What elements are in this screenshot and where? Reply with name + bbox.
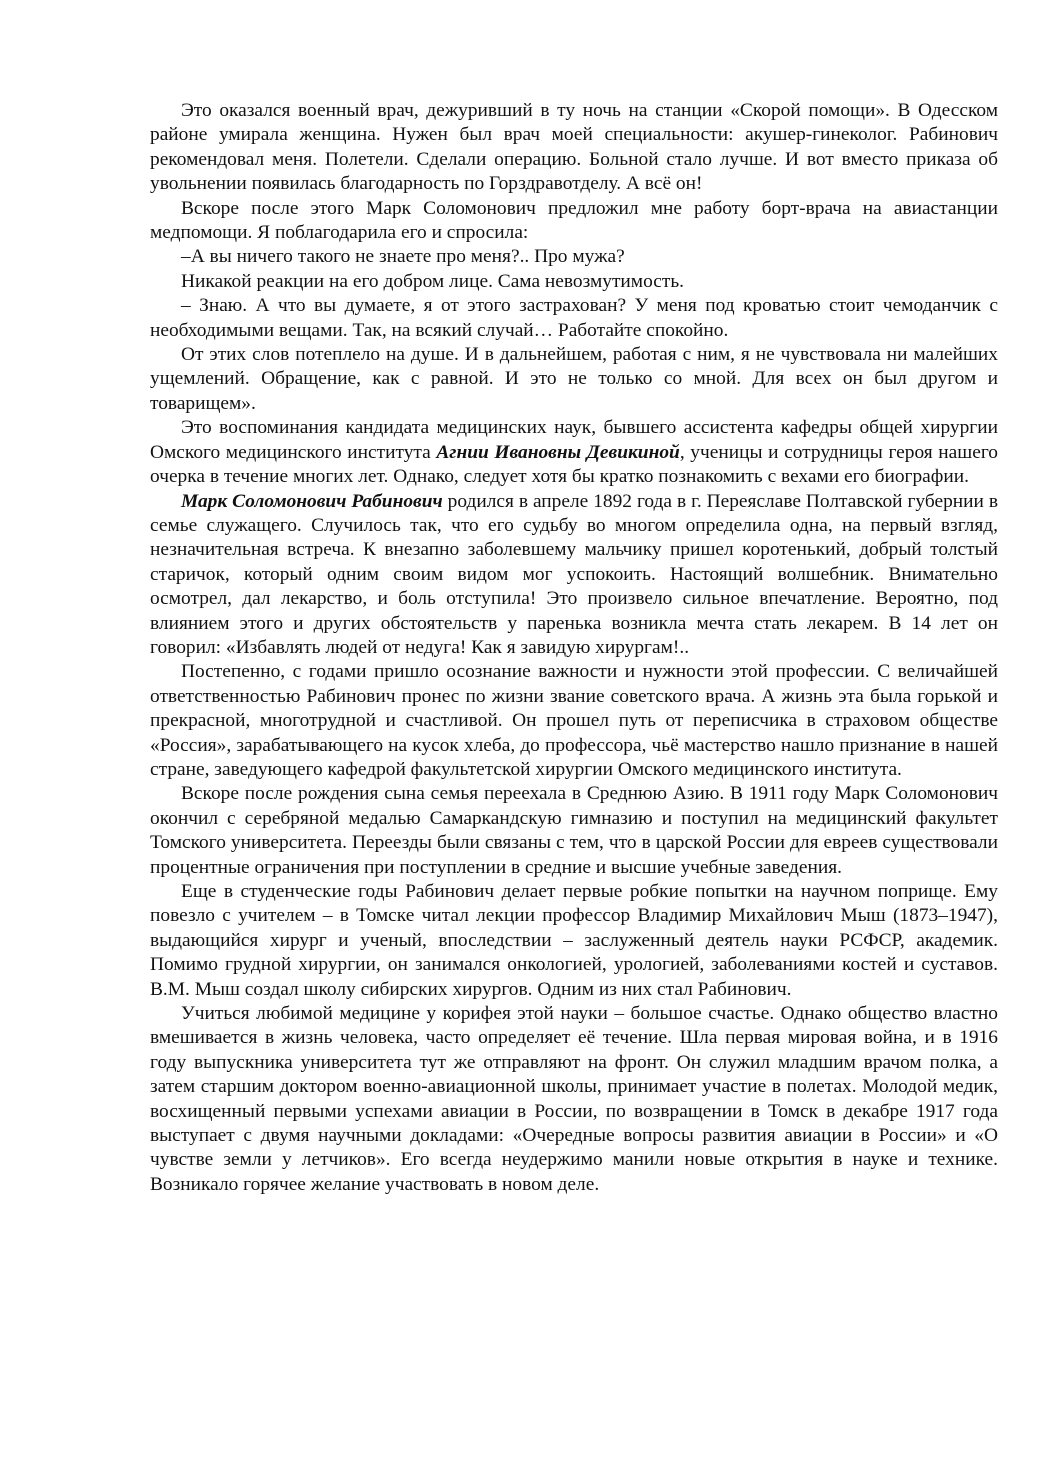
paragraph-text: –А вы ничего такого не знаете про меня?.. Про мужа?	[181, 246, 625, 268]
paragraph	[150, 99, 998, 197]
emphasized-name: Марк Соломонович Рабинович	[181, 490, 443, 512]
paragraph	[150, 343, 998, 416]
document-page	[150, 99, 998, 1197]
paragraph	[150, 197, 998, 246]
paragraph-text: Учиться любимой медицине у корифея этой науки – большое счастье. Однако общество властно вмешивается в жизнь человека, часто определяет её течение. Шла первая мировая война, и в 1916 году выпускника университета тут же отправляют на фронт. Он служил младшим врачом полка, а затем старшим доктором военно-авиационной школы, принимает участие в полетах. Молодой медик, восхищенный первыми успехами авиации в России, по возвращении в Томск в декабре 1917 года выступает с двумя научными докладами: «Очередные вопросы развития авиации в России» и «О чувстве земли у летчиков». Его всегда неудержимо манили новые открытия в науке и технике. Возникало горячее желание участвовать в новом деле.	[150, 1003, 998, 1195]
paragraph-text: Никакой реакции на его добром лице. Сама невозмутимость.	[181, 270, 685, 292]
emphasized-name: Агнии Ивановны Девикиной	[436, 441, 680, 463]
paragraph-text: Еще в студенческие годы Рабинович делает первые робкие попытки на научном поприще. Ему повезло с учителем – в Томске читал лекции профессор Владимир Михайлович Мыш (1873–1947), выдающийся хирург и ученый, впоследствии – заслуженный деятель науки РСФСР, академик. Помимо грудной хирургии, он занимался онкологией, урологией, заболеваниями костей и суставов. В.М. Мыш создал школу сибирских хирургов. Одним из них стал Рабинович.	[150, 881, 998, 1000]
paragraph-text: , ученицы и сотрудницы героя нашего очерка в течение многих лет. Однако, следует хотя бы кратко познакомить с вехами его биографии.	[150, 441, 998, 488]
paragraph-text: От этих слов потеплело на душе. И в дальнейшем, работая с ним, я не чувствовала ни малейших ущемлений. Обращение, как с равной. И это не только со мной. Для всех он был другом и товарищем».	[150, 344, 998, 414]
paragraph-text: – Знаю. А что вы думаете, я от этого застрахован? У меня под кроватью стоит чемоданчик с необходимыми вещами. Так, на всякий случай… Работайте спокойно.	[150, 295, 998, 341]
paragraph-text: Вскоре после этого Марк Соломонович предложил мне работу борт-врача на авиастанции медпомощи. Я поблагодарила его и спросила:	[150, 197, 998, 244]
paragraph	[150, 490, 998, 661]
paragraph	[150, 270, 998, 294]
paragraph	[150, 660, 998, 782]
paragraph	[150, 782, 998, 880]
paragraph	[150, 416, 998, 489]
paragraph	[150, 1002, 998, 1197]
paragraph-text: Это оказался военный врач, дежуривший в ту ночь на станции «Скорой помощи». В Одесском районе умирала женщина. Нужен был врач моей специальности: акушер-гинеколог. Рабинович рекомендовал меня. Полетели. Сделали операцию. Больной стало лучше. И вот вместо приказа об увольнении появилась благодарность по Горздравотделу. А всё он!	[150, 100, 998, 195]
paragraph-text: Вскоре после рождения сына семья переехала в Среднюю Азию. В 1911 году Марк Соломонович окончил с серебряной медалью Самаркандскую гимназию и поступил на медицинский факультет Томского университета. Переезды были связаны с тем, что в царской России для евреев существовали процентные ограничения при поступлении в средние и высшие учебные заведения.	[150, 783, 998, 878]
paragraph-text: Это воспоминания кандидата медицинских наук, бывшего ассистента кафедры общей хирургии Омского медицинского института	[150, 417, 998, 463]
paragraph	[150, 880, 998, 1002]
paragraph	[150, 245, 998, 269]
paragraph	[150, 294, 998, 343]
paragraph-text: Постепенно, с годами пришло осознание важности и нужности этой профессии. С величайшей ответственностью Рабинович пронес по жизни звание советского врача. А жизнь эта была горькой и прекрасной, многотрудной и счастливой. Он прошел путь от переписчика в страховом обществе «Россия», зарабатывающего на кусок хлеба, до профессора, чьё мастерство нашло признание в нашей стране, заведующего кафедрой факультетской хирургии Омского медицинского института.	[150, 661, 998, 780]
paragraph-text: родился в апреле 1892 года в г. Переяславе Полтавской губернии в семье служащего. Случилось так, что его судьбу во многом определила одна, на первый взгляд, незначительная встреча. К внезапно заболевшему мальчику пришел коротенький, добрый толстый старичок, который одним своим видом мог успокоить. Настоящий волшебник. Внимательно осмотрел, дал лекарство, и боль отступила! Это произвело сильное впечатление. Вероятно, под влиянием этого и других обстоятельств у паренька возникла мечта стать лекарем. В 14 лет он говорил: «Избавлять людей от недуга! Как я завидую хирургам!..	[150, 490, 999, 658]
